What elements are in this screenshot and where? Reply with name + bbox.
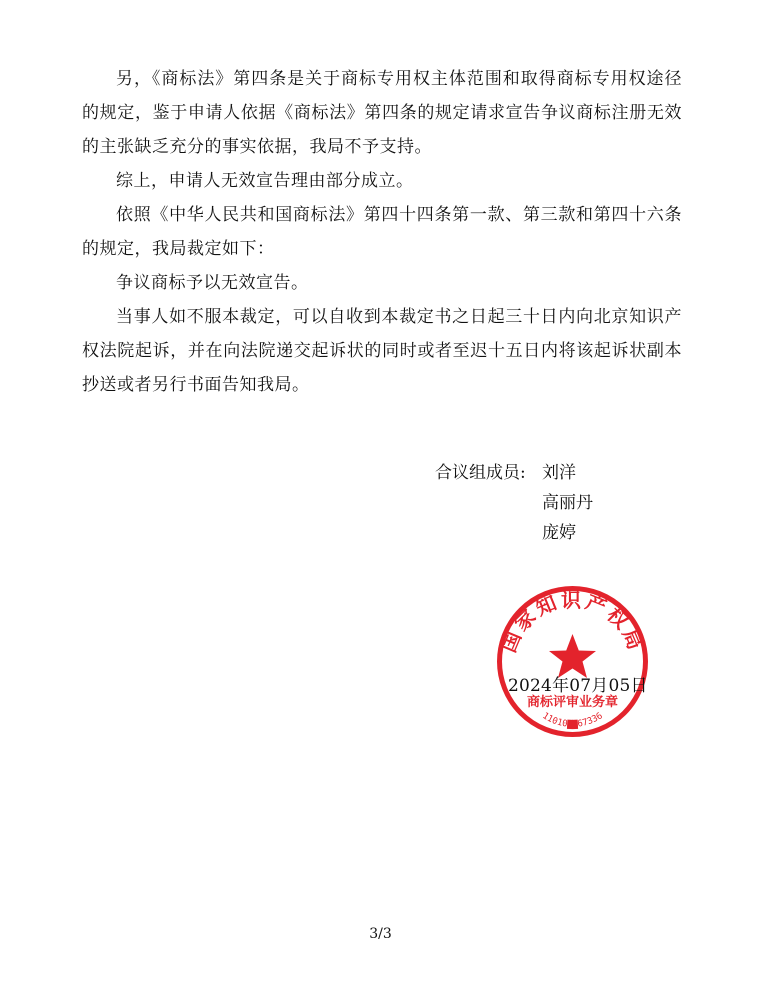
panel-member: 刘洋 [542, 463, 576, 483]
document-body [82, 62, 682, 402]
seal-top-text: 国家知识产权局 [496, 587, 649, 656]
paragraph-ruling: 争议商标予以无效宣告。 [116, 273, 309, 293]
panel-member: 高丽丹 [542, 493, 593, 513]
seal-bottom-text: 商标评审业务章 [526, 695, 619, 710]
page-number: 3/3 [369, 926, 392, 942]
panel-member: 庞婷 [542, 523, 576, 543]
paragraph-article-4: 另，《商标法》第四条是关于商标专用权主体范围和取得商标专用权途径的规定，鉴于申请人依据《商标法》第四条的规定请求宣告争议商标注册无效的主张缺乏充分的事实依据，我局不予支持。 [82, 69, 682, 157]
seal-star-icon [549, 634, 596, 678]
official-seal-stamp [495, 584, 650, 739]
svg-text:11010▇▇67336 [540, 711, 604, 730]
panel-label: 合议组成员: [435, 463, 526, 483]
seal-code-text: 11010▇▇67336 [540, 711, 605, 730]
paragraph-appeal-notice: 当事人如不服本裁定，可以自收到本裁定书之日起三十日内向北京知识产权法院起诉，并在向法院递交起诉状的同时或者至迟十五日内将该起诉状副本抄送或者另行书面告知我局。 [82, 307, 682, 395]
paragraph-legal-basis: 依照《中华人民共和国商标法》第四十四条第一款、第三款和第四十六条的规定，我局裁定如下： [82, 205, 682, 259]
review-panel [435, 458, 593, 548]
decision-date: 2024年07月05日 [508, 676, 648, 696]
paragraph-summary: 综上，申请人无效宣告理由部分成立。 [116, 171, 414, 191]
